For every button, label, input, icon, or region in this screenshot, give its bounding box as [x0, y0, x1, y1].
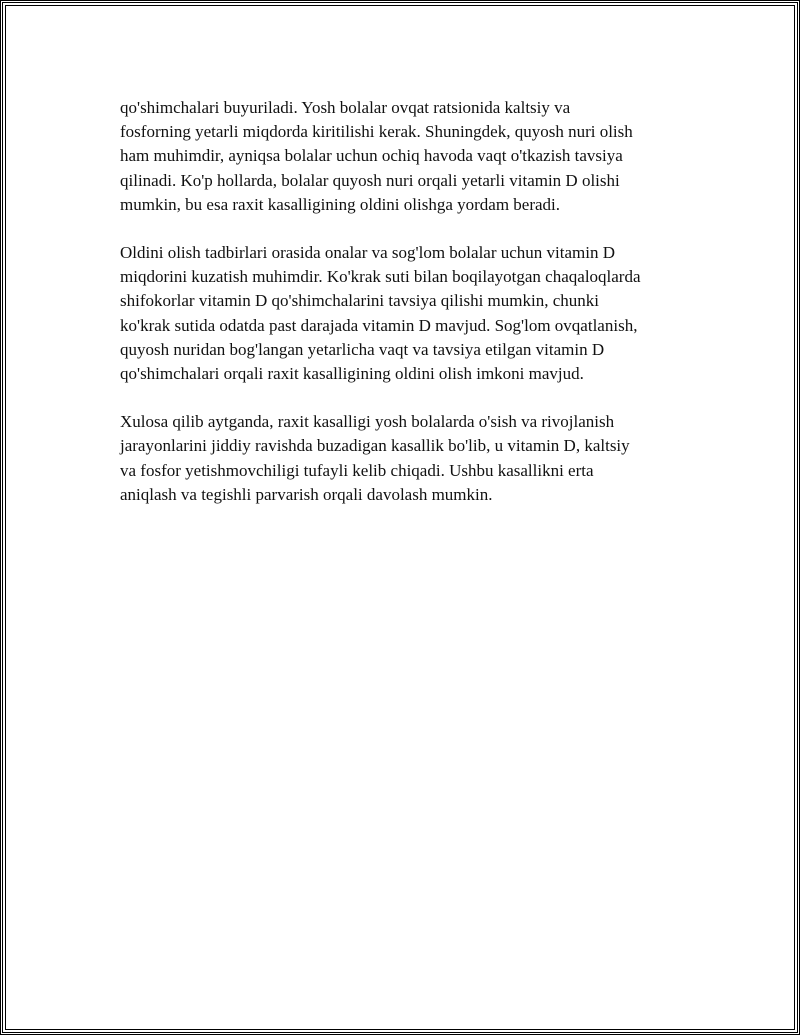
text-line: qo'shimchalari orqali raxit kasalligining oldini olish imkoni mavjud.: [120, 364, 584, 384]
text-line: mumkin, bu esa raxit kasalligining oldini olishga yordam beradi.: [120, 194, 561, 214]
text-line: ko'krak sutida odatda past darajada vitamin D mavjud. Sog'lom ovqatlanish,: [120, 315, 638, 335]
text-line: miqdorini kuzatish muhimdir. Ko'krak suti bilan boqilayotgan chaqaloqlarda: [120, 267, 641, 287]
text-line: quyosh nuridan bog'langan yetarlicha vaqt va tavsiya etilgan vitamin D: [120, 339, 605, 359]
text-line: ham muhimdir, ayniqsa bolalar uchun ochiq havoda vaqt o'tkazish tavsiya: [120, 146, 623, 166]
paragraph-1: [120, 96, 690, 217]
text-line: aniqlash va tegishli parvarish orqali davolash mumkin.: [120, 484, 493, 504]
text-line: Xulosa qilib aytganda, raxit kasalligi yosh bolalarda o'sish va rivojlanish: [120, 412, 615, 432]
text-line: qo'shimchalari buyuriladi. Yosh bolalar ovqat ratsionida kaltsiy va: [120, 98, 571, 117]
text-line: fosforning yetarli miqdorda kiritilishi kerak. Shuningdek, quyosh nuri olish: [120, 122, 633, 142]
text-line: Oldini olish tadbirlari orasida onalar va sog'lom bolalar uchun vitamin D: [120, 243, 616, 263]
paragraph-2: [120, 241, 690, 386]
text-line: shifokorlar vitamin D qo'shimchalarini tavsiya qilishi mumkin, chunki: [120, 291, 599, 311]
text-line: jarayonlarini jiddiy ravishda buzadigan kasallik bo'lib, u vitamin D, kaltsiy: [120, 436, 630, 456]
text-line: va fosfor yetishmovchiligi tufayli kelib chiqadi. Ushbu kasallikni erta: [120, 460, 594, 480]
paragraph-3: [120, 410, 690, 507]
document-body: [120, 96, 690, 531]
text-line: qilinadi. Ko'p hollarda, bolalar quyosh nuri orqali yetarli vitamin D olishi: [120, 170, 620, 190]
